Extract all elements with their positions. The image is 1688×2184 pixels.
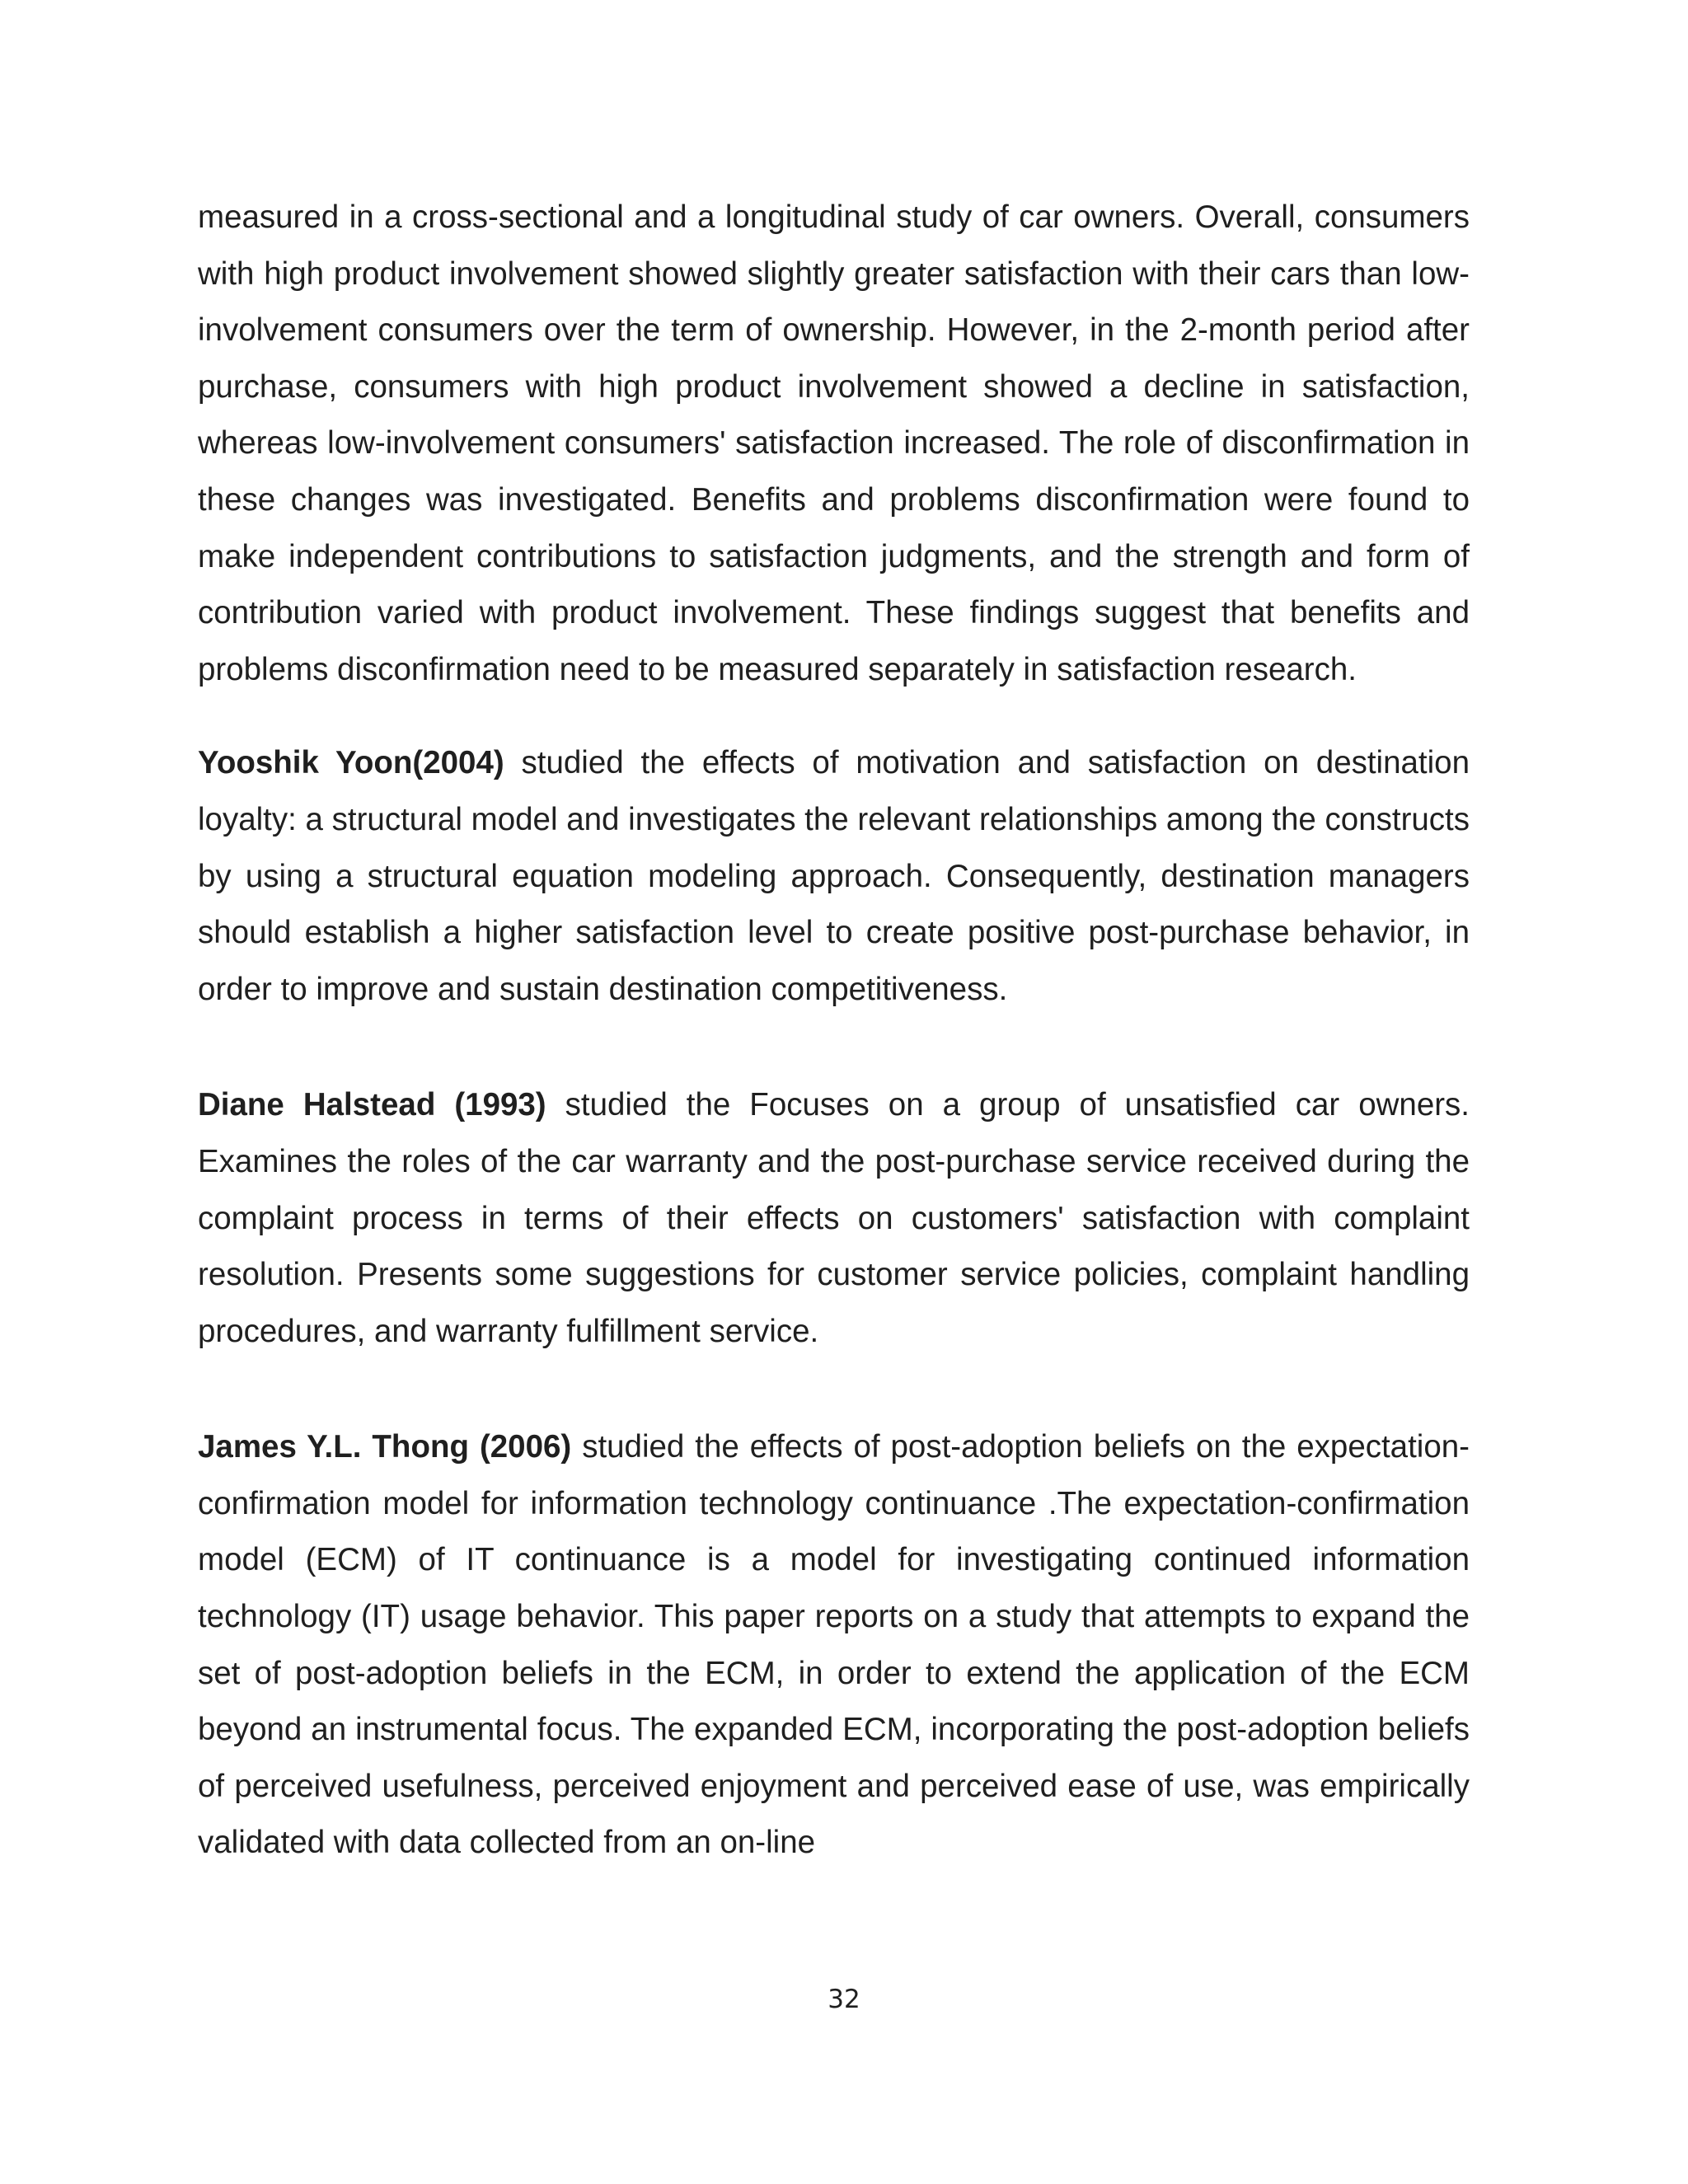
paragraph-text: measured in a cross-sectional and a longitudinal study of car owners. Overall, consumers with high product involvement showed slightly greater satisfaction with their cars than low-involvement consumers over the term of ownership. However, in the 2-month period after purchase, consumers with high product involvement showed a decline in satisfaction, whereas low-involvement consumers' satisfaction increased. The role of disconfirmation in these changes was investigated. Benefits and problems disconfirmation were found to make independent contributions to satisfaction judgments, and the strength and form of contribution varied with product involvement. These findings suggest that benefits and problems disconfirmation need to be measured separately in satisfaction research. <box>198 199 1470 687</box>
paragraph-text: studied the effects of post-adoption beliefs on the expectation-confirmation model for information technology continuance .The expectation-confirmation model (ECM) of IT continuance is a model for investigating continued information technology (IT) usage behavior. This paper reports on a study that attempts to expand the set of post-adoption beliefs in the ECM, in order to extend the application of the ECM beyond an instrumental focus. The expanded ECM, incorporating the post-adoption beliefs of perceived usefulness, perceived enjoyment and perceived ease of use, was empirically validated with data collected from an on-line <box>198 1429 1470 1861</box>
author-citation: James Y.L. Thong (2006) <box>198 1429 572 1465</box>
paragraph-text: studied the effects of motivation and satisfaction on destination loyalty: a structural model and investigates the relevant relationships among the constructs by using a structural equation modeling approach. Consequently, destination managers should establish a higher satisfaction level to create positive post-purchase behavior, in order to improve and sustain destination competitiveness. <box>198 745 1470 1007</box>
paragraph-text: studied the Focuses on a group of unsatisfied car owners. Examines the roles of the car warranty and the post-purchase service received during the complaint process in terms of their effects on customers' satisfaction with complaint resolution. Presents some suggestions for customer service policies, complaint handling procedures, and warranty fulfillment service. <box>198 1087 1470 1349</box>
paragraph-car-owners-study <box>198 190 1470 698</box>
body-text <box>198 190 1470 1872</box>
page-number: 32 <box>828 1985 860 2014</box>
author-citation: Diane Halstead (1993) <box>198 1087 546 1123</box>
paragraph-yoon-2004 <box>198 735 1470 1018</box>
author-citation: Yooshik Yoon(2004) <box>198 745 504 781</box>
paragraph-thong-2006 <box>198 1419 1470 1872</box>
paragraph-halstead-1993 <box>198 1077 1470 1360</box>
